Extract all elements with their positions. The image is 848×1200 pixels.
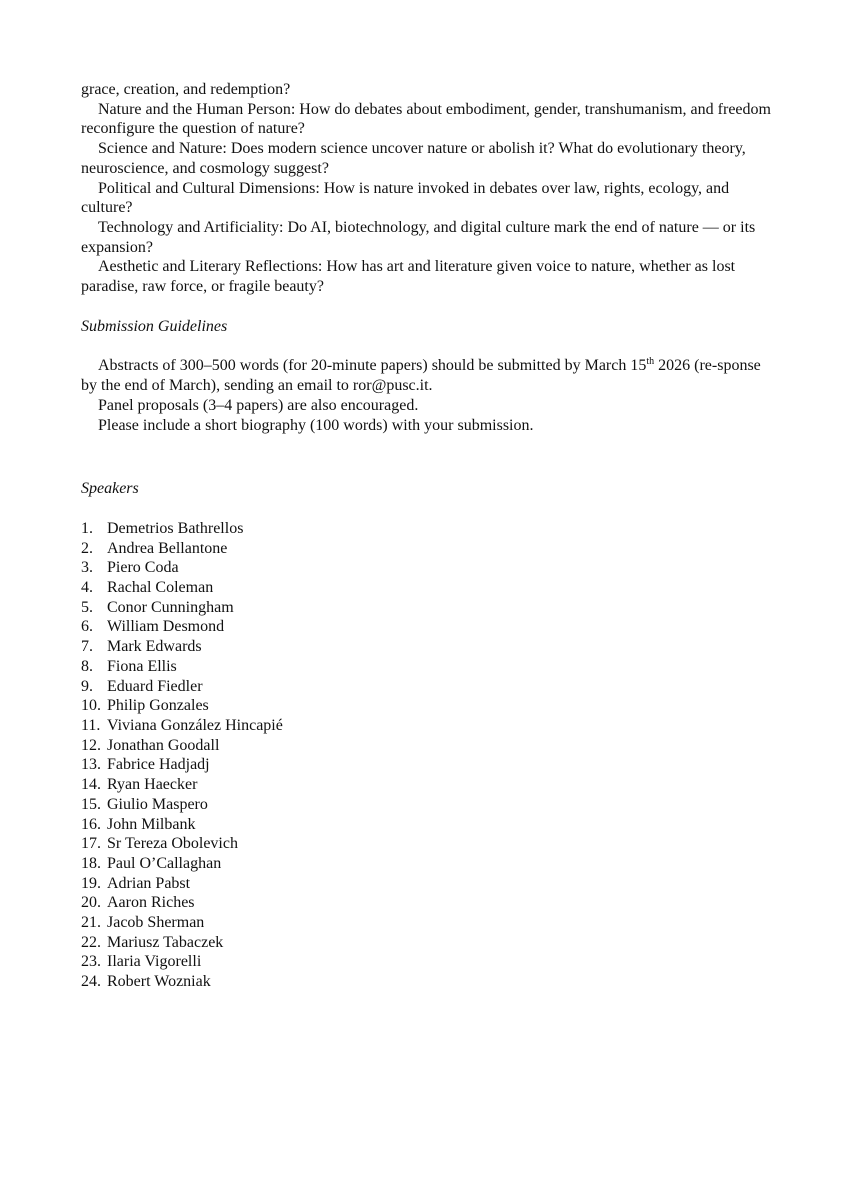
speaker-name: Jacob Sherman: [107, 914, 205, 932]
speaker-number: 4.: [81, 579, 93, 597]
spacer: [81, 336, 771, 356]
speaker-number: 17.: [81, 835, 101, 853]
speaker-name: Demetrios Bathrellos: [107, 519, 244, 537]
speaker-name: Rachal Coleman: [107, 579, 214, 597]
speaker-name: William Desmond: [107, 618, 225, 636]
intro-continuation: grace, creation, and redemption?: [81, 81, 291, 98]
speaker-number: 3.: [81, 559, 93, 577]
submission-abstract-sup: th: [646, 356, 655, 368]
speaker-number: 7.: [81, 638, 93, 656]
speaker-name: Ryan Haecker: [107, 776, 198, 794]
list-item: [81, 755, 771, 775]
topic-item-aesthetic-literary: Aesthetic and Literary Reflections: How has art and literature given voice to nature, whether as lost paradise, raw force, or fragile beauty?: [81, 258, 736, 296]
speaker-number: 12.: [81, 736, 101, 754]
speaker-name: Piero Coda: [107, 559, 179, 577]
speaker-number: 11.: [81, 716, 101, 734]
speaker-number: 15.: [81, 795, 101, 813]
speaker-name: Ilaria Vigorelli: [107, 953, 202, 971]
speaker-number: 1.: [81, 519, 93, 537]
submission-heading: Submission Guidelines: [81, 317, 228, 335]
spacer: [81, 499, 771, 519]
list-item: [81, 913, 771, 933]
speaker-number: 20.: [81, 894, 101, 912]
speakers-heading: Speakers: [81, 480, 139, 498]
speaker-name: Mariusz Tabaczek: [107, 933, 224, 951]
list-item: [81, 598, 771, 618]
speaker-name: Giulio Maspero: [107, 795, 208, 813]
speaker-number: 21.: [81, 914, 101, 932]
list-item: [81, 933, 771, 953]
list-item: [81, 637, 771, 657]
list-item: [81, 972, 771, 992]
list-item: [81, 874, 771, 894]
list-item: [81, 736, 771, 756]
speaker-name: John Milbank: [107, 815, 196, 833]
speaker-name: Andrea Bellantone: [107, 539, 228, 557]
list-item: [81, 519, 771, 539]
list-item: [81, 893, 771, 913]
topic-item-nature-human-person: Nature and the Human Person: How do debates about embodiment, gender, transhumanism, and freedom reconfigure the question of nature?: [81, 100, 771, 138]
speaker-number: 9.: [81, 677, 93, 695]
speaker-name: Fabrice Hadjadj: [107, 756, 210, 774]
list-item: [81, 854, 771, 874]
speaker-name: Paul O’Callaghan: [107, 854, 222, 872]
speaker-number: 16.: [81, 815, 101, 833]
speaker-number: 10.: [81, 697, 101, 715]
spacer: [81, 297, 771, 317]
speaker-name: Sr Tereza Obolevich: [107, 835, 238, 853]
speaker-number: 6.: [81, 618, 93, 636]
list-item: [81, 795, 771, 815]
submission-abstract-paragraph: [81, 356, 771, 395]
topic-item-science-nature: Science and Nature: Does modern science uncover nature or abolish it? What do evolutionary theory, neuroscience, and cosmology suggest?: [81, 140, 746, 177]
list-item: [81, 617, 771, 637]
spacer: [81, 435, 771, 479]
speakers-list: [81, 519, 771, 992]
document-page: [81, 80, 771, 992]
topic-item-technology-artificiality: Technology and Artificiality: Do AI, biotechnology, and digital culture mark the end of nature — or its expansion?: [81, 218, 756, 256]
speaker-number: 13.: [81, 756, 101, 774]
speaker-number: 23.: [81, 953, 101, 971]
speaker-name: Fiona Ellis: [107, 657, 177, 675]
speaker-number: 5.: [81, 598, 93, 616]
list-item: [81, 539, 771, 559]
list-item: [81, 657, 771, 677]
speaker-name: Jonathan Goodall: [107, 736, 220, 754]
speaker-name: Eduard Fiedler: [107, 677, 203, 695]
submission-abstract-after: 2026 (re-sponse by the end of March), sending an email to ror@pusc.it.: [81, 357, 761, 395]
speaker-number: 2.: [81, 539, 93, 557]
speaker-number: 18.: [81, 854, 101, 872]
speaker-number: 22.: [81, 933, 101, 951]
list-item: [81, 696, 771, 716]
speaker-number: 19.: [81, 874, 101, 892]
speaker-name: Aaron Riches: [107, 894, 195, 912]
speaker-number: 24.: [81, 973, 101, 991]
list-item: [81, 952, 771, 972]
speaker-name: Philip Gonzales: [107, 697, 209, 715]
speaker-number: 8.: [81, 657, 93, 675]
list-item: [81, 558, 771, 578]
submission-abstract-before: Abstracts of 300–500 words (for 20-minute papers) should be submitted by March 15: [98, 357, 647, 375]
list-item: [81, 677, 771, 697]
list-item: [81, 578, 771, 598]
speaker-name: Conor Cunningham: [107, 598, 234, 616]
speaker-name: Mark Edwards: [107, 638, 202, 656]
speaker-name: Viviana González Hincapié: [107, 716, 283, 734]
list-item: [81, 815, 771, 835]
speaker-name: Robert Wozniak: [107, 973, 211, 991]
topic-item-political-cultural: Political and Cultural Dimensions: How is nature invoked in debates over law, rights, ecology, and culture?: [81, 179, 730, 217]
submission-biography-paragraph: Please include a short biography (100 words) with your submission.: [98, 416, 534, 434]
speaker-name: Adrian Pabst: [107, 874, 191, 892]
list-item: [81, 775, 771, 795]
list-item: [81, 716, 771, 736]
list-item: [81, 834, 771, 854]
speaker-number: 14.: [81, 776, 101, 794]
submission-panel-paragraph: Panel proposals (3–4 papers) are also encouraged.: [98, 396, 419, 414]
